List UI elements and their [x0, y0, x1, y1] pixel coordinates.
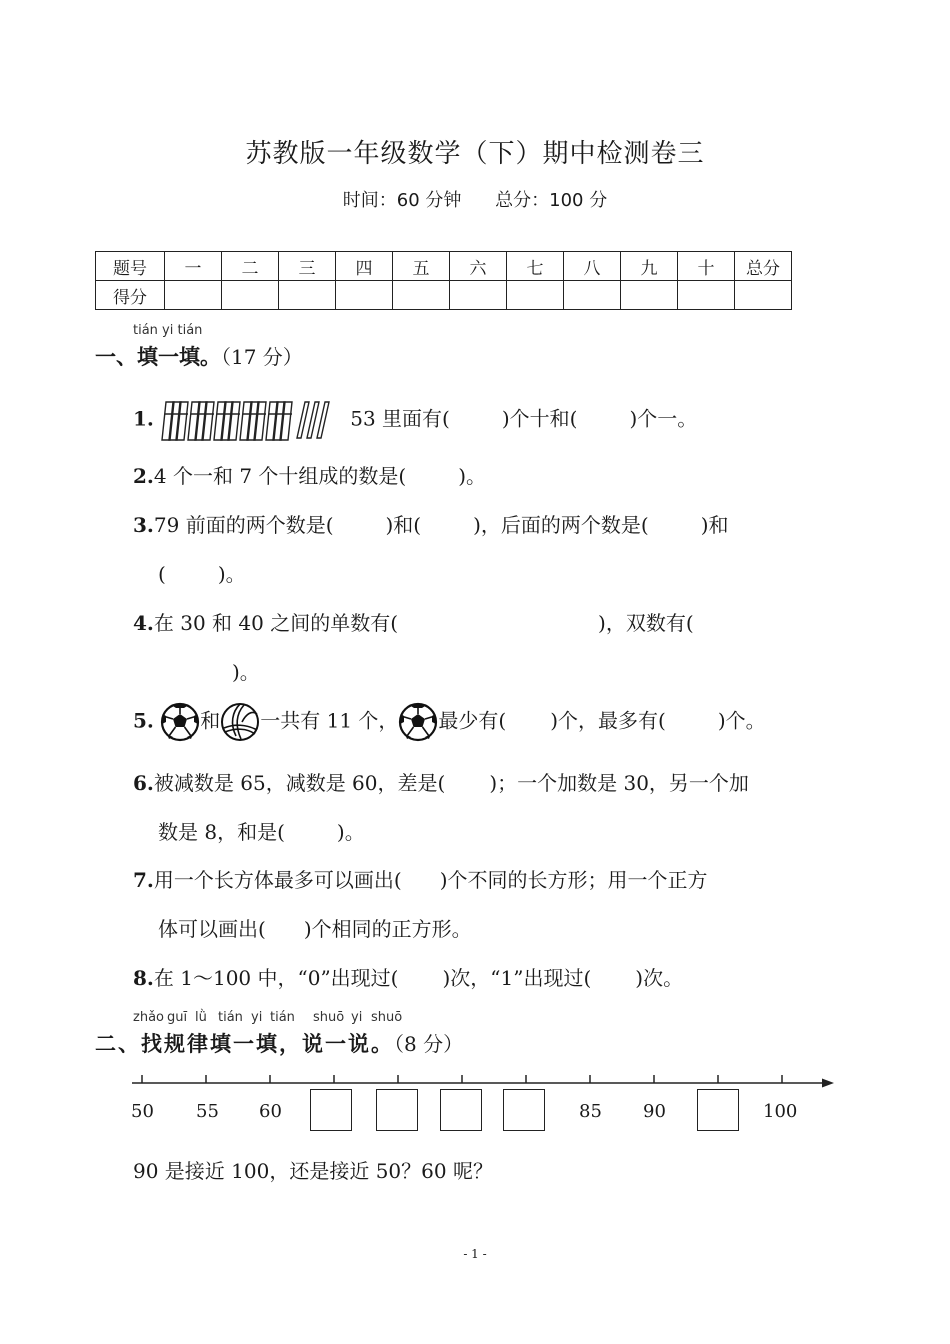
q8-text-b: )次，“1”出现过(	[442, 966, 592, 990]
score-input-cell[interactable]	[222, 281, 279, 310]
section2-points: （8 分）	[394, 1032, 464, 1056]
q3-text-d: )和	[700, 513, 729, 537]
score-input-cell[interactable]	[450, 281, 507, 310]
question-number: 1.	[133, 406, 154, 431]
soccer-ball-icon	[160, 702, 200, 742]
q6-line2-b: )。	[336, 820, 365, 844]
score-input-cell[interactable]	[621, 281, 678, 310]
score-input-cell[interactable]	[507, 281, 564, 310]
score-table-cell: 十	[678, 252, 735, 281]
question-6-line-2	[158, 816, 365, 845]
q5-text-a: 和	[200, 708, 221, 733]
page-title: 苏教版一年级数学（下）期中检测卷三	[245, 139, 705, 169]
number-line-label: 90	[643, 1101, 666, 1122]
q3-line2-b: )。	[217, 562, 246, 586]
pinyin-syllable: lǜ	[195, 1010, 207, 1025]
number-line-label: 60	[259, 1101, 282, 1122]
q1-text-a: 53 里面有(	[350, 406, 450, 431]
number-line-label: 100	[763, 1101, 798, 1122]
soccer-ball-icon	[398, 702, 438, 742]
question-number: 8.	[133, 966, 154, 990]
q5-text-b: 一共有 11 个，	[260, 708, 399, 733]
q7-text-a: 用一个长方体最多可以画出(	[153, 868, 402, 892]
answer-box[interactable]	[440, 1089, 482, 1131]
question-3-line-2	[158, 558, 246, 587]
exam-info	[0, 186, 950, 212]
q3-text-a: 79 前面的两个数是(	[153, 513, 334, 537]
exam-total: 总分：100 分	[495, 190, 608, 211]
page-number: - 1 -	[463, 1247, 487, 1261]
q7-line2-a: 体可以画出(	[158, 917, 266, 941]
q5-text-c: 最少有(	[438, 708, 507, 733]
q4-text-b: )，双数有(	[598, 611, 694, 635]
answer-box[interactable]	[310, 1089, 352, 1131]
section2-title: 二、找规律填一填，说一说。	[95, 1032, 394, 1056]
question-number: 4.	[133, 611, 154, 635]
number-line-label: 85	[579, 1101, 602, 1122]
score-table-cell: 七	[507, 252, 564, 281]
q6-text-a: 被减数是 65，减数是 60，差是(	[153, 771, 446, 795]
section1-points: （17 分）	[221, 345, 303, 369]
answer-box[interactable]	[697, 1089, 739, 1131]
volleyball-icon	[220, 702, 260, 742]
score-input-cell[interactable]	[165, 281, 222, 310]
question-7-line-2	[158, 913, 472, 942]
exam-time: 时间：60 分钟	[342, 190, 462, 211]
bundles-of-sticks-icon	[160, 398, 342, 442]
score-table-cell: 总分	[735, 252, 792, 281]
score-input-cell[interactable]	[336, 281, 393, 310]
question-number: 2.	[133, 464, 154, 488]
section1-title: 一、填一填。	[95, 345, 221, 369]
q6-text-b: )；一个加数是 30，另一个加	[489, 771, 749, 795]
section2-question: 90 是接近 100，还是接近 50？60 呢？	[133, 1159, 493, 1183]
question-number: 6.	[133, 771, 154, 795]
score-table	[95, 251, 792, 310]
number-line-arrow	[822, 1079, 834, 1088]
q7-line2-b: )个相同的正方形。	[303, 917, 472, 941]
q3-line2-a: (	[158, 562, 166, 586]
pinyin-syllable: zhǎo	[133, 1010, 164, 1025]
q1-text-b: )个十和(	[501, 406, 578, 431]
pinyin-syllable: guī	[167, 1010, 188, 1025]
question-number: 7.	[133, 868, 154, 892]
question-5	[133, 702, 766, 742]
q4-line2: )。	[232, 660, 260, 684]
question-8	[133, 962, 683, 991]
question-3	[133, 509, 729, 538]
score-table-score-row	[96, 281, 792, 310]
pinyin-syllable: tián	[218, 1010, 243, 1025]
answer-box[interactable]	[503, 1089, 545, 1131]
score-table-cell: 题号	[96, 252, 165, 281]
q3-text-b: )和(	[385, 513, 422, 537]
score-input-cell[interactable]	[735, 281, 792, 310]
score-table-header-row	[96, 252, 792, 281]
question-7	[133, 864, 708, 893]
pinyin-syllable: yi	[351, 1010, 363, 1025]
pinyin-syllable: tián	[270, 1010, 295, 1025]
score-table-cell: 六	[450, 252, 507, 281]
score-table-cell: 三	[279, 252, 336, 281]
score-table-cell: 九	[621, 252, 678, 281]
q7-text-b: )个不同的长方形；用一个正方	[439, 868, 708, 892]
score-table-cell: 得分	[96, 281, 165, 310]
question-number: 3.	[133, 513, 154, 537]
score-table-cell: 一	[165, 252, 222, 281]
q1-text-c: )个一。	[629, 406, 698, 431]
question-4-line-2	[232, 656, 260, 685]
q2-text-b: )。	[458, 464, 487, 488]
number-line-label: 50	[131, 1101, 154, 1122]
q6-line2-a: 数是 8，和是(	[158, 820, 285, 844]
section1-pinyin: tián yi tián	[133, 323, 203, 338]
score-input-cell[interactable]	[564, 281, 621, 310]
score-table-cell: 五	[393, 252, 450, 281]
q3-text-c: )，后面的两个数是(	[473, 513, 649, 537]
score-input-cell[interactable]	[393, 281, 450, 310]
score-table-cell: 二	[222, 252, 279, 281]
answer-box[interactable]	[376, 1089, 418, 1131]
q8-text-c: )次。	[635, 966, 684, 990]
score-table-cell: 四	[336, 252, 393, 281]
pinyin-syllable: yi	[251, 1010, 263, 1025]
question-2	[133, 460, 486, 489]
q4-text-a: 在 30 和 40 之间的单数有(	[153, 611, 399, 635]
score-input-cell[interactable]	[678, 281, 735, 310]
question-6	[133, 767, 749, 796]
question-number: 5.	[133, 708, 154, 733]
question-4	[133, 607, 694, 636]
q2-text-a: 4 个一和 7 个十组成的数是(	[153, 464, 407, 488]
question-1	[133, 398, 697, 442]
score-input-cell[interactable]	[279, 281, 336, 310]
q5-text-e: )个。	[717, 708, 766, 733]
pinyin-syllable: shuō	[371, 1010, 403, 1025]
q8-text-a: 在 1～100 中，“0”出现过(	[153, 966, 399, 990]
section1-heading	[95, 341, 303, 371]
number-line-label: 55	[196, 1101, 219, 1122]
score-table-cell: 八	[564, 252, 621, 281]
q5-text-d: )个，最多有(	[550, 708, 666, 733]
section2-heading	[95, 1028, 463, 1058]
pinyin-syllable: shuō	[313, 1010, 345, 1025]
